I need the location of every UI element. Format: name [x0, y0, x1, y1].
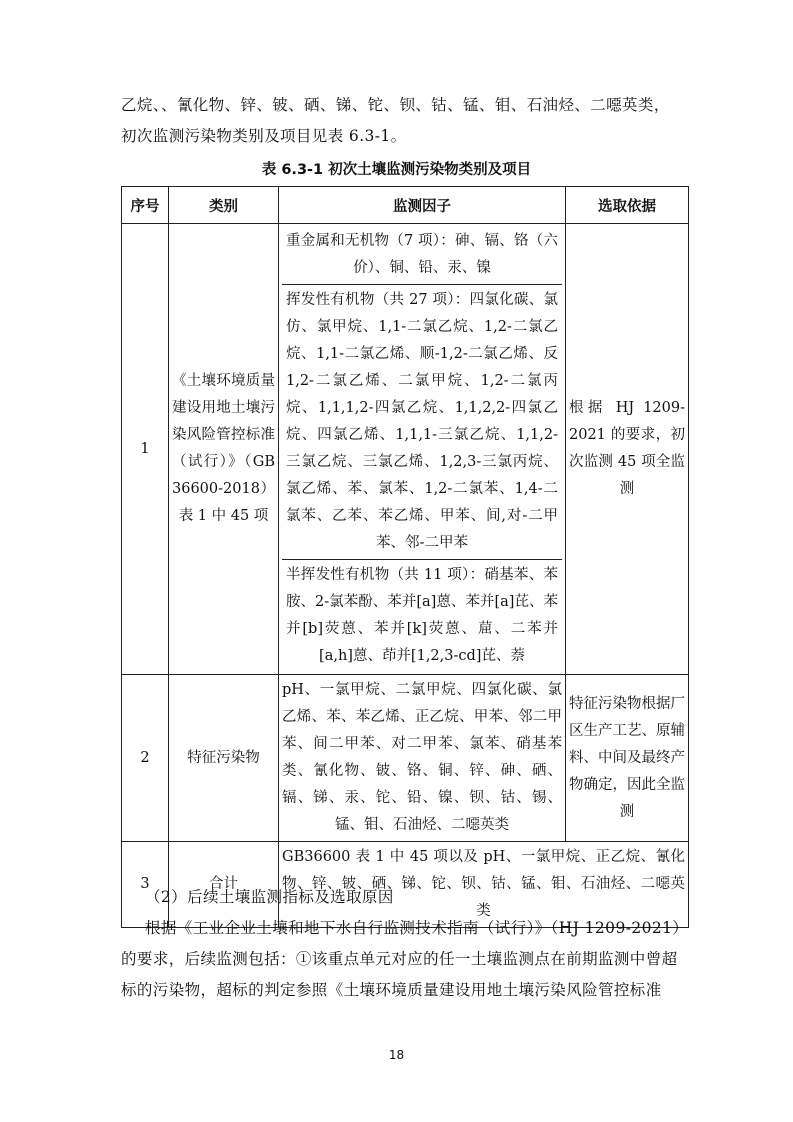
factor-group-voc: 挥发性有机物（共 27 项）：四氯化碳、氯仿、氯甲烷、1,1-二氯乙烷、1,2-二氯乙烷、1,1-二氯乙烯、顺-1,2-二氯乙烯、反 1,2-二氯乙烯、二氯甲烷、1,2-二氯丙烷、1,1,1,2-四氯乙烷、1,1,2,2-四氯乙烷、四氯乙烯、1,1,1-三氯乙烷、1,1,2-三氯乙烷、三氯乙烯、1,2,3-三氯丙烷、氯乙烯、苯、氯苯、1,2-二氯苯、1,4-二氯苯、乙苯、苯乙烯、甲苯、间,对-二甲苯、邻-二甲苯 [282, 284, 562, 559]
header-factors: 监测因子 [279, 187, 566, 224]
row-factors: pH、一氯甲烷、二氯甲烷、四氯化碳、氯乙烯、苯、苯乙烯、正乙烷、甲苯、邻二甲苯、间二甲苯、对二甲苯、氯苯、硝基苯类、氰化物、铍、铬、铜、锌、砷、硒、镉、锑、汞、铊、铅、镍、钡、钴、锡、锰、钼、石油烃、二噁英类 [279, 675, 566, 842]
row-category: 《土壤环境质量建设用地土壤污染风险管控标准（试行）》（GB 36600-2018）表 1 中 45 项 [169, 224, 279, 675]
row-total: GB36600 表 1 中 45 项以及 pH、一氯甲烷、正乙烷、氰化物、锌、铍、硒、锑、铊、钡、钴、锰、钼、石油烃、二噁英类 [279, 842, 689, 928]
row-no: 1 [122, 224, 169, 675]
table-header-row [122, 187, 689, 224]
subsection-heading: （2）后续土壤监测指标及选取原因 [145, 888, 394, 906]
row-category: 合计 [169, 842, 279, 928]
body-paragraph [121, 913, 681, 1006]
row-no: 2 [122, 675, 169, 842]
row-no: 3 [122, 842, 169, 928]
header-category: 类别 [169, 187, 279, 224]
header-no: 序号 [122, 187, 169, 224]
row-category: 特征污染物 [169, 675, 279, 842]
row-basis: 特征污染物根据厂区生产工艺、原辅料、中间及最终产物确定，因此全监测 [566, 675, 689, 842]
factor-group-heavy-metals: 重金属和无机物（7 项）：砷、镉、铬（六价）、铜、铅、汞、镍 [286, 233, 558, 276]
factor-group-svoc: 半挥发性有机物（共 11 项）：硝基苯、苯胺、2-氯苯酚、苯并[a]蒽、苯并[a]芘、苯并[b]荧蒽、苯并[k]荧蒽、䓛、二苯并[a,h]蒽、茚并[1,2,3-cd]芘、萘 [282, 559, 562, 672]
table-caption: 表 6.3-1 初次土壤监测污染物类别及项目 [261, 162, 532, 178]
row-basis: 根据 HJ 1209-2021 的要求，初次监测 45 项全监测 [566, 224, 689, 675]
page-number: 18 [388, 1048, 405, 1062]
table-row [122, 224, 689, 675]
body-text: 根据《工业企业土壤和地下水自行监测技术指南（试行）》（HJ 1209-2021）的要求，后续监测包括：①该重点单元对应的任一土壤监测点在前期监测中曾超标的污染物，超标的判定参照《土壤环境质量建设用地土壤污染风险管控标准 [121, 919, 681, 999]
table-row [122, 675, 689, 842]
intro-paragraph [121, 90, 681, 152]
pollutant-table [121, 186, 689, 928]
header-basis: 选取依据 [566, 187, 689, 224]
intro-line-2: 初次监测污染物类别及项目见表 6.3-1。 [121, 127, 407, 145]
intro-line-1: 乙烷、、氰化物、锌、铍、硒、锑、铊、钡、钴、锰、钼、石油烃、二噁英类， [121, 96, 670, 114]
row-factors [279, 224, 566, 675]
